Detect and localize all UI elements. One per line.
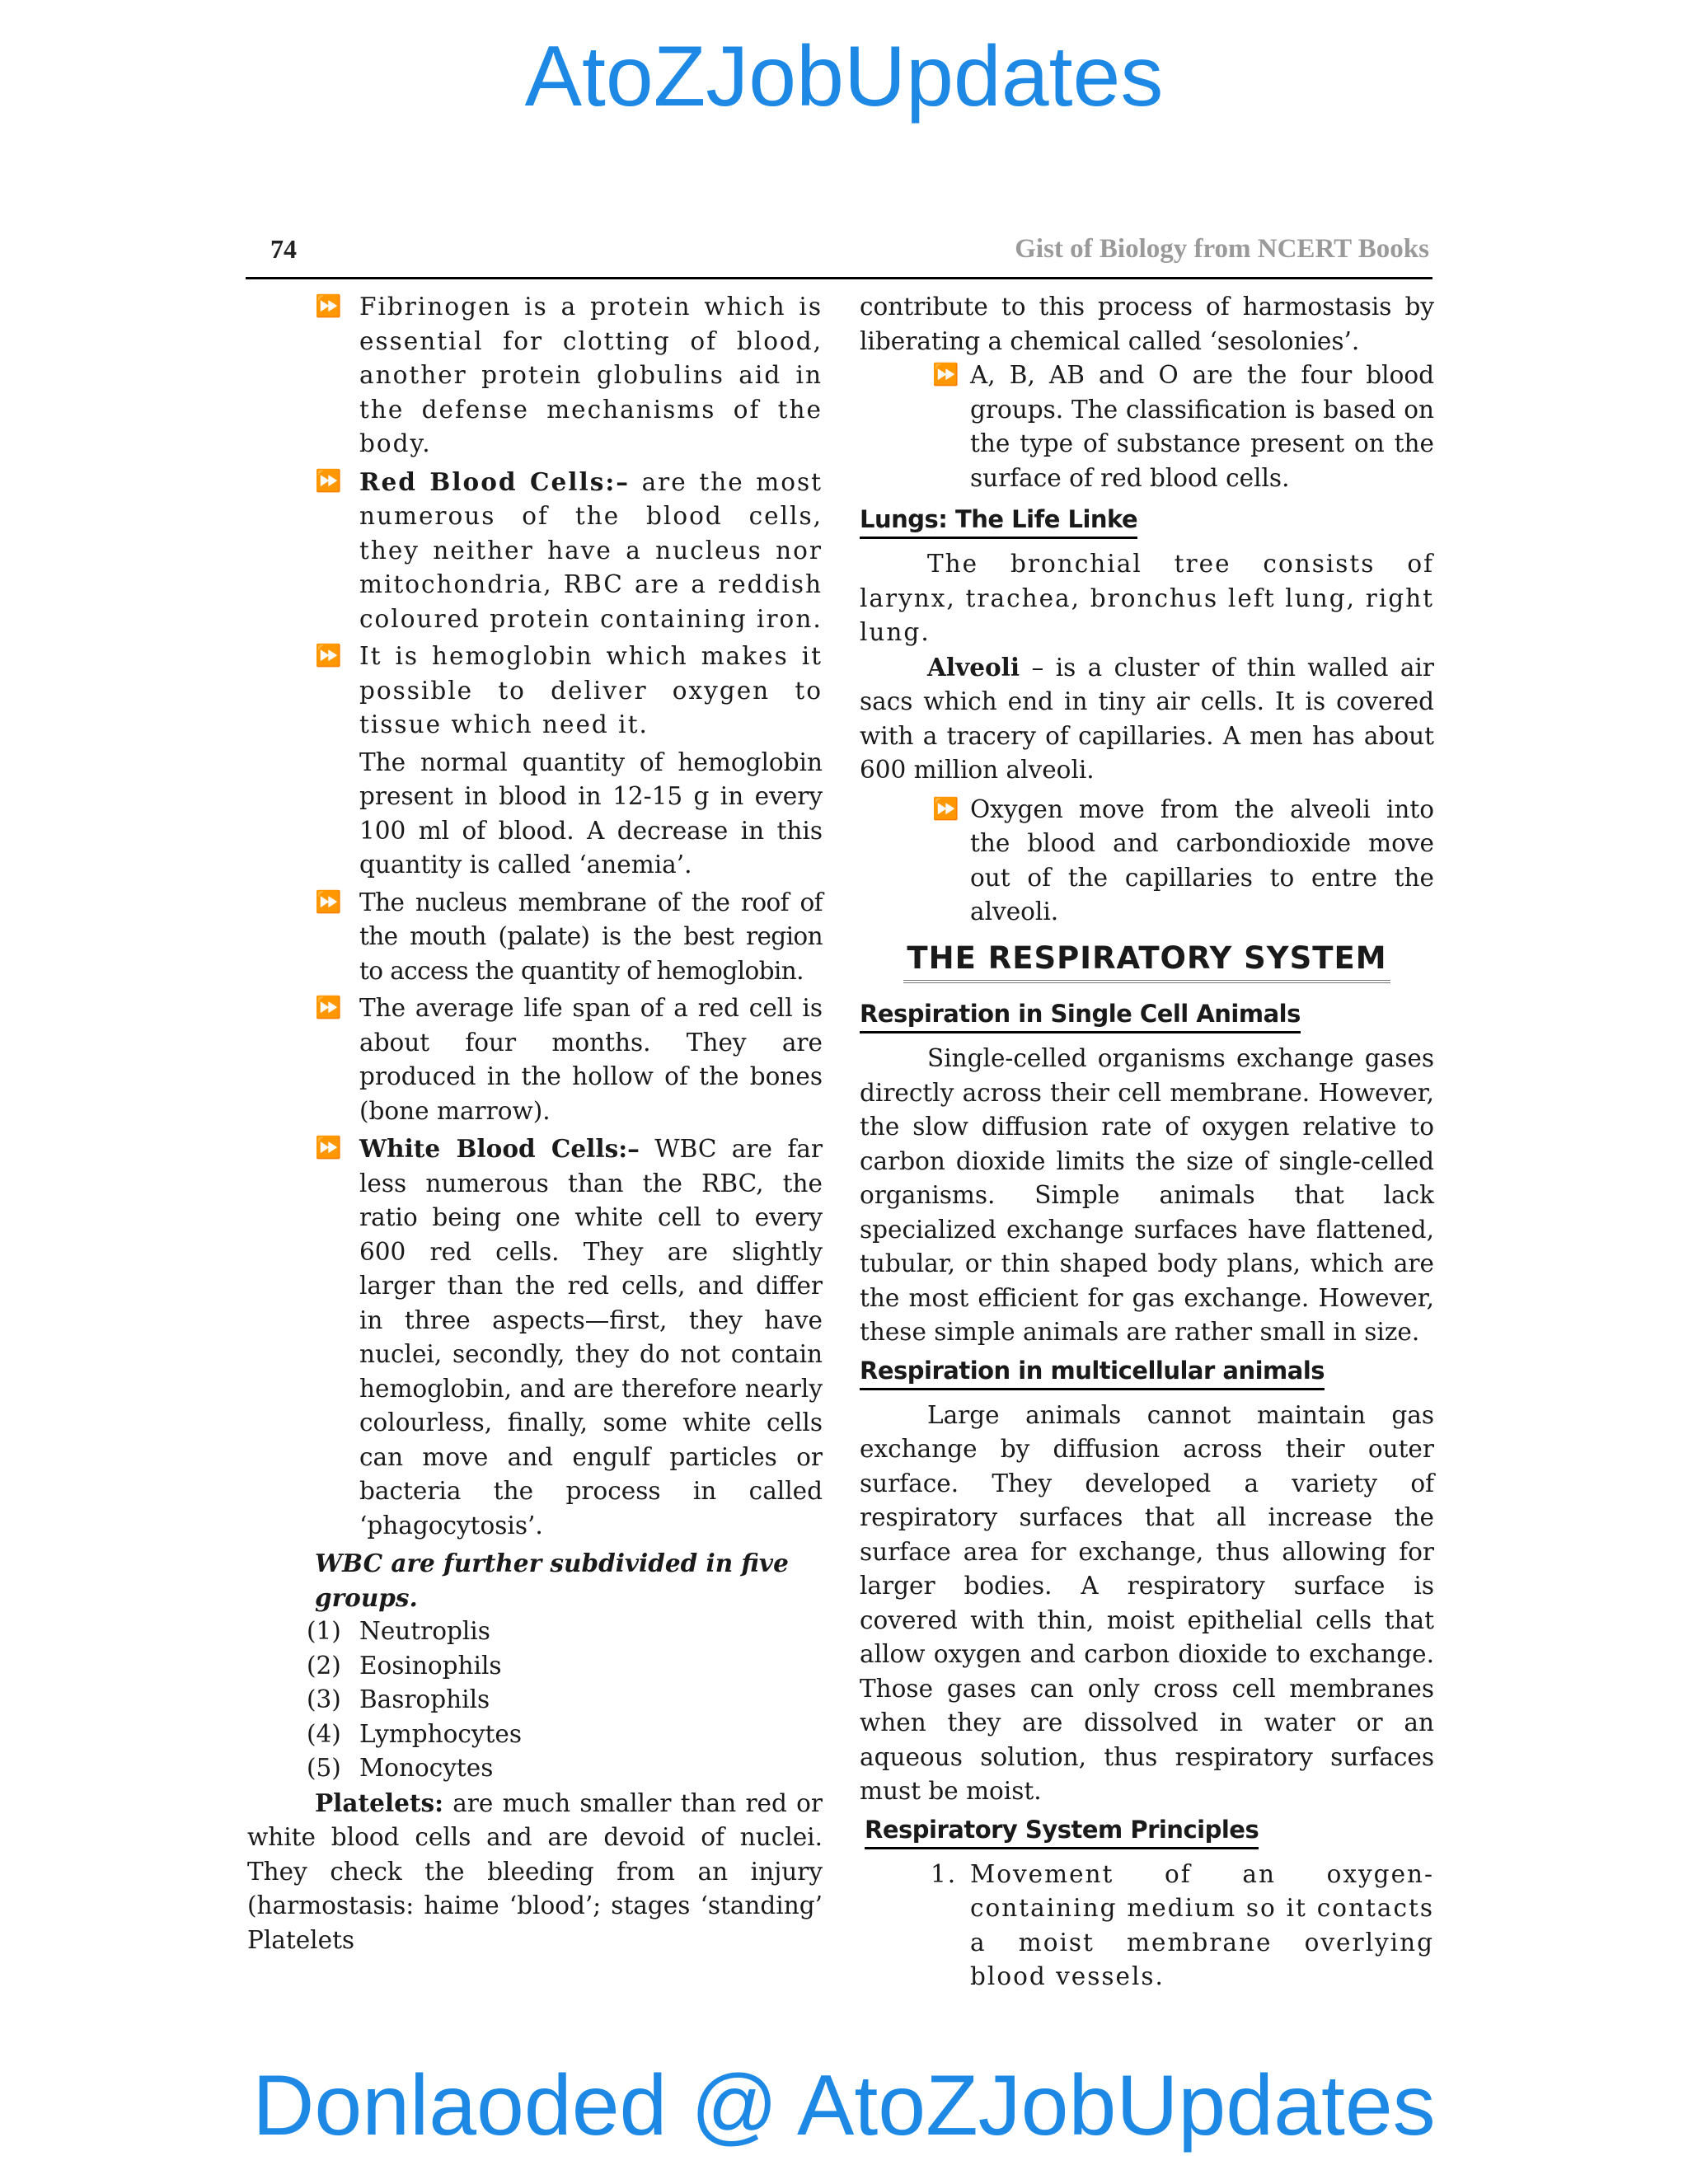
principles-heading: Respiratory System Principles xyxy=(865,1814,1259,1849)
bullet-life-span xyxy=(247,991,823,1128)
bullet-red-blood-cells xyxy=(247,465,823,637)
respiratory-system-heading: THE RESPIRATORY SYSTEM xyxy=(860,941,1434,984)
wbc-groups-intro: WBC are further subdivided in five groups. xyxy=(315,1549,789,1612)
multicellular-paragraph: Large animals cannot maintain gas exchange by diffusion across their outer surface. They developed a variety of respiratory surfaces that all increase the surface area for exchange, thus allowing for larger bodies. A respiratory surface is covered with thin, moist epithelial cells that allow oxygen and carbon dioxide to exchange. Those gases can only cross cell membranes when they are dissolved in water or an aqueous solution, thus respiratory surfaces must be moist. xyxy=(860,1400,1434,1805)
principle-item: 1. Movement of an oxygen-containing medium so it contacts a moist membrane overlying blood vessels. xyxy=(931,1859,1434,1990)
platelets-term: Platelets: xyxy=(315,1788,443,1817)
blood-groups-text: A, B, AB and O are the four blood groups. The classification is based on the type of substance present on the surface of red blood cells. xyxy=(970,361,1434,492)
nucleus-membrane-text: The nucleus membrane of the roof of the mouth (palate) is the best region to access the quantity of hemoglobin. xyxy=(359,888,823,985)
left-column xyxy=(247,290,823,1957)
right-column xyxy=(860,290,1434,1994)
bullet-white-blood-cells xyxy=(247,1132,823,1543)
alveoli-term: Alveoli xyxy=(927,652,1020,682)
single-cell-paragraph: Single-celled organisms exchange gases directly across their cell membrane. However, the slow diffusion rate of oxygen relative to carbon dioxide limits the size of single-celled organisms. Simple animals that lack specialized exchange surfaces have flattened, tubular, or thin shaped body plans, which are the most efficient for gas exchange. However, these simple animals are rather small in size. xyxy=(860,1044,1434,1346)
wbc-group-item: (3) Basrophils xyxy=(307,1685,490,1713)
wbc-group-item: (4) Lymphocytes xyxy=(307,1719,522,1748)
hemoglobin-text: It is hemoglobin which makes it possible to deliver oxygen to tissue which need it. xyxy=(359,642,823,738)
fibrinogen-text: Fibrinogen is a protein which is essential for clotting of blood, another protein globulins aid in the defense mechanisms of the body. xyxy=(359,293,823,457)
platelets-continued: contribute to this process of harmostasis by liberating a chemical called ‘sesolonies’. xyxy=(860,293,1434,355)
rbc-term: Red Blood Cells:– xyxy=(359,466,630,496)
bullet-arrow-icon: ⏩ xyxy=(932,796,959,822)
bullet-hemoglobin xyxy=(247,640,823,743)
bronchial-paragraph: The bronchial tree consists of larynx, trachea, bronchus left lung, right lung. xyxy=(860,550,1434,646)
bullet-arrow-icon: ⏩ xyxy=(315,644,344,668)
watermark-bottom: Donlaoded @ AtoZJobUpdates xyxy=(252,2058,1436,2154)
platelets-paragraph xyxy=(247,1786,823,1958)
bullet-arrow-icon: ⏩ xyxy=(315,996,342,1020)
watermark-top: AtoZJobUpdates xyxy=(524,29,1164,124)
wbc-term: White Blood Cells:– xyxy=(359,1134,640,1163)
bullet-arrow-icon: ⏩ xyxy=(315,468,344,494)
bullet-arrow-icon: ⏩ xyxy=(315,889,341,915)
hemoglobin-quantity-text: The normal quantity of hemoglobin present in blood in 12-15 g in every 100 ml of blood. A decrease in this quantity is called ‘anemia’. xyxy=(359,748,823,879)
wbc-group-item: (1) Neutroplis xyxy=(307,1617,490,1645)
alveoli-text: – is a cluster of thin walled air sacs which end in tiny air cells. It is covered with a tracery of capillaries. A men has about 600 million alveoli. xyxy=(860,653,1434,784)
wbc-group-item: (2) Eosinophils xyxy=(307,1651,502,1680)
bullet-arrow-icon: ⏩ xyxy=(315,1136,342,1160)
lungs-heading: Lungs: The Life Linke xyxy=(860,504,1137,539)
bullet-arrow-icon: ⏩ xyxy=(315,294,344,319)
platelets-text: are much smaller than red or white blood cells and are devoid of nuclei. They check the bleeding from an injury (harmostasis: haime ‘blood’; stages ‘standing’ Platelets xyxy=(247,1788,823,1954)
bullet-oxygen-move xyxy=(860,793,1434,930)
wbc-group-item: (5) Monocytes xyxy=(307,1754,494,1782)
bullet-nucleus-membrane xyxy=(247,886,823,989)
life-span-text: The average life span of a red cell is about four months. They are produced in the hollow of the bones (bone marrow). xyxy=(359,994,823,1125)
single-cell-heading: Respiration in Single Cell Animals xyxy=(860,998,1301,1033)
book-title: Gist of Biology from NCERT Books xyxy=(1015,234,1429,264)
bullet-blood-groups xyxy=(860,359,1434,495)
bullet-arrow-icon: ⏩ xyxy=(932,363,959,387)
alveoli-paragraph xyxy=(860,650,1434,788)
bullet-fibrinogen xyxy=(247,290,823,462)
page-number: 74 xyxy=(270,234,297,264)
wbc-text: WBC are far less numerous than the RBC, the ratio being one white cell to every 600 red cells. They are slightly larger than the red cells, and differ in three aspects—first, they have nuclei, secondly, they do not contain hemoglobin, and are therefore nearly colourless, finally, some white cells can move and engulf particles or bacteria the process in called ‘phagocytosis’. xyxy=(359,1135,823,1540)
page-header xyxy=(246,229,1432,279)
oxygen-move-text: Oxygen move from the alveoli into the blood and carbondioxide move out of the capillaries to entre the alveoli. xyxy=(970,794,1434,926)
multicellular-heading: Respiration in multicellular animals xyxy=(860,1355,1325,1390)
rbc-text: are the most numerous of the blood cells, they neither have a nucleus nor mitochondria, RBC are a reddish coloured protein containing iron. xyxy=(359,467,823,633)
